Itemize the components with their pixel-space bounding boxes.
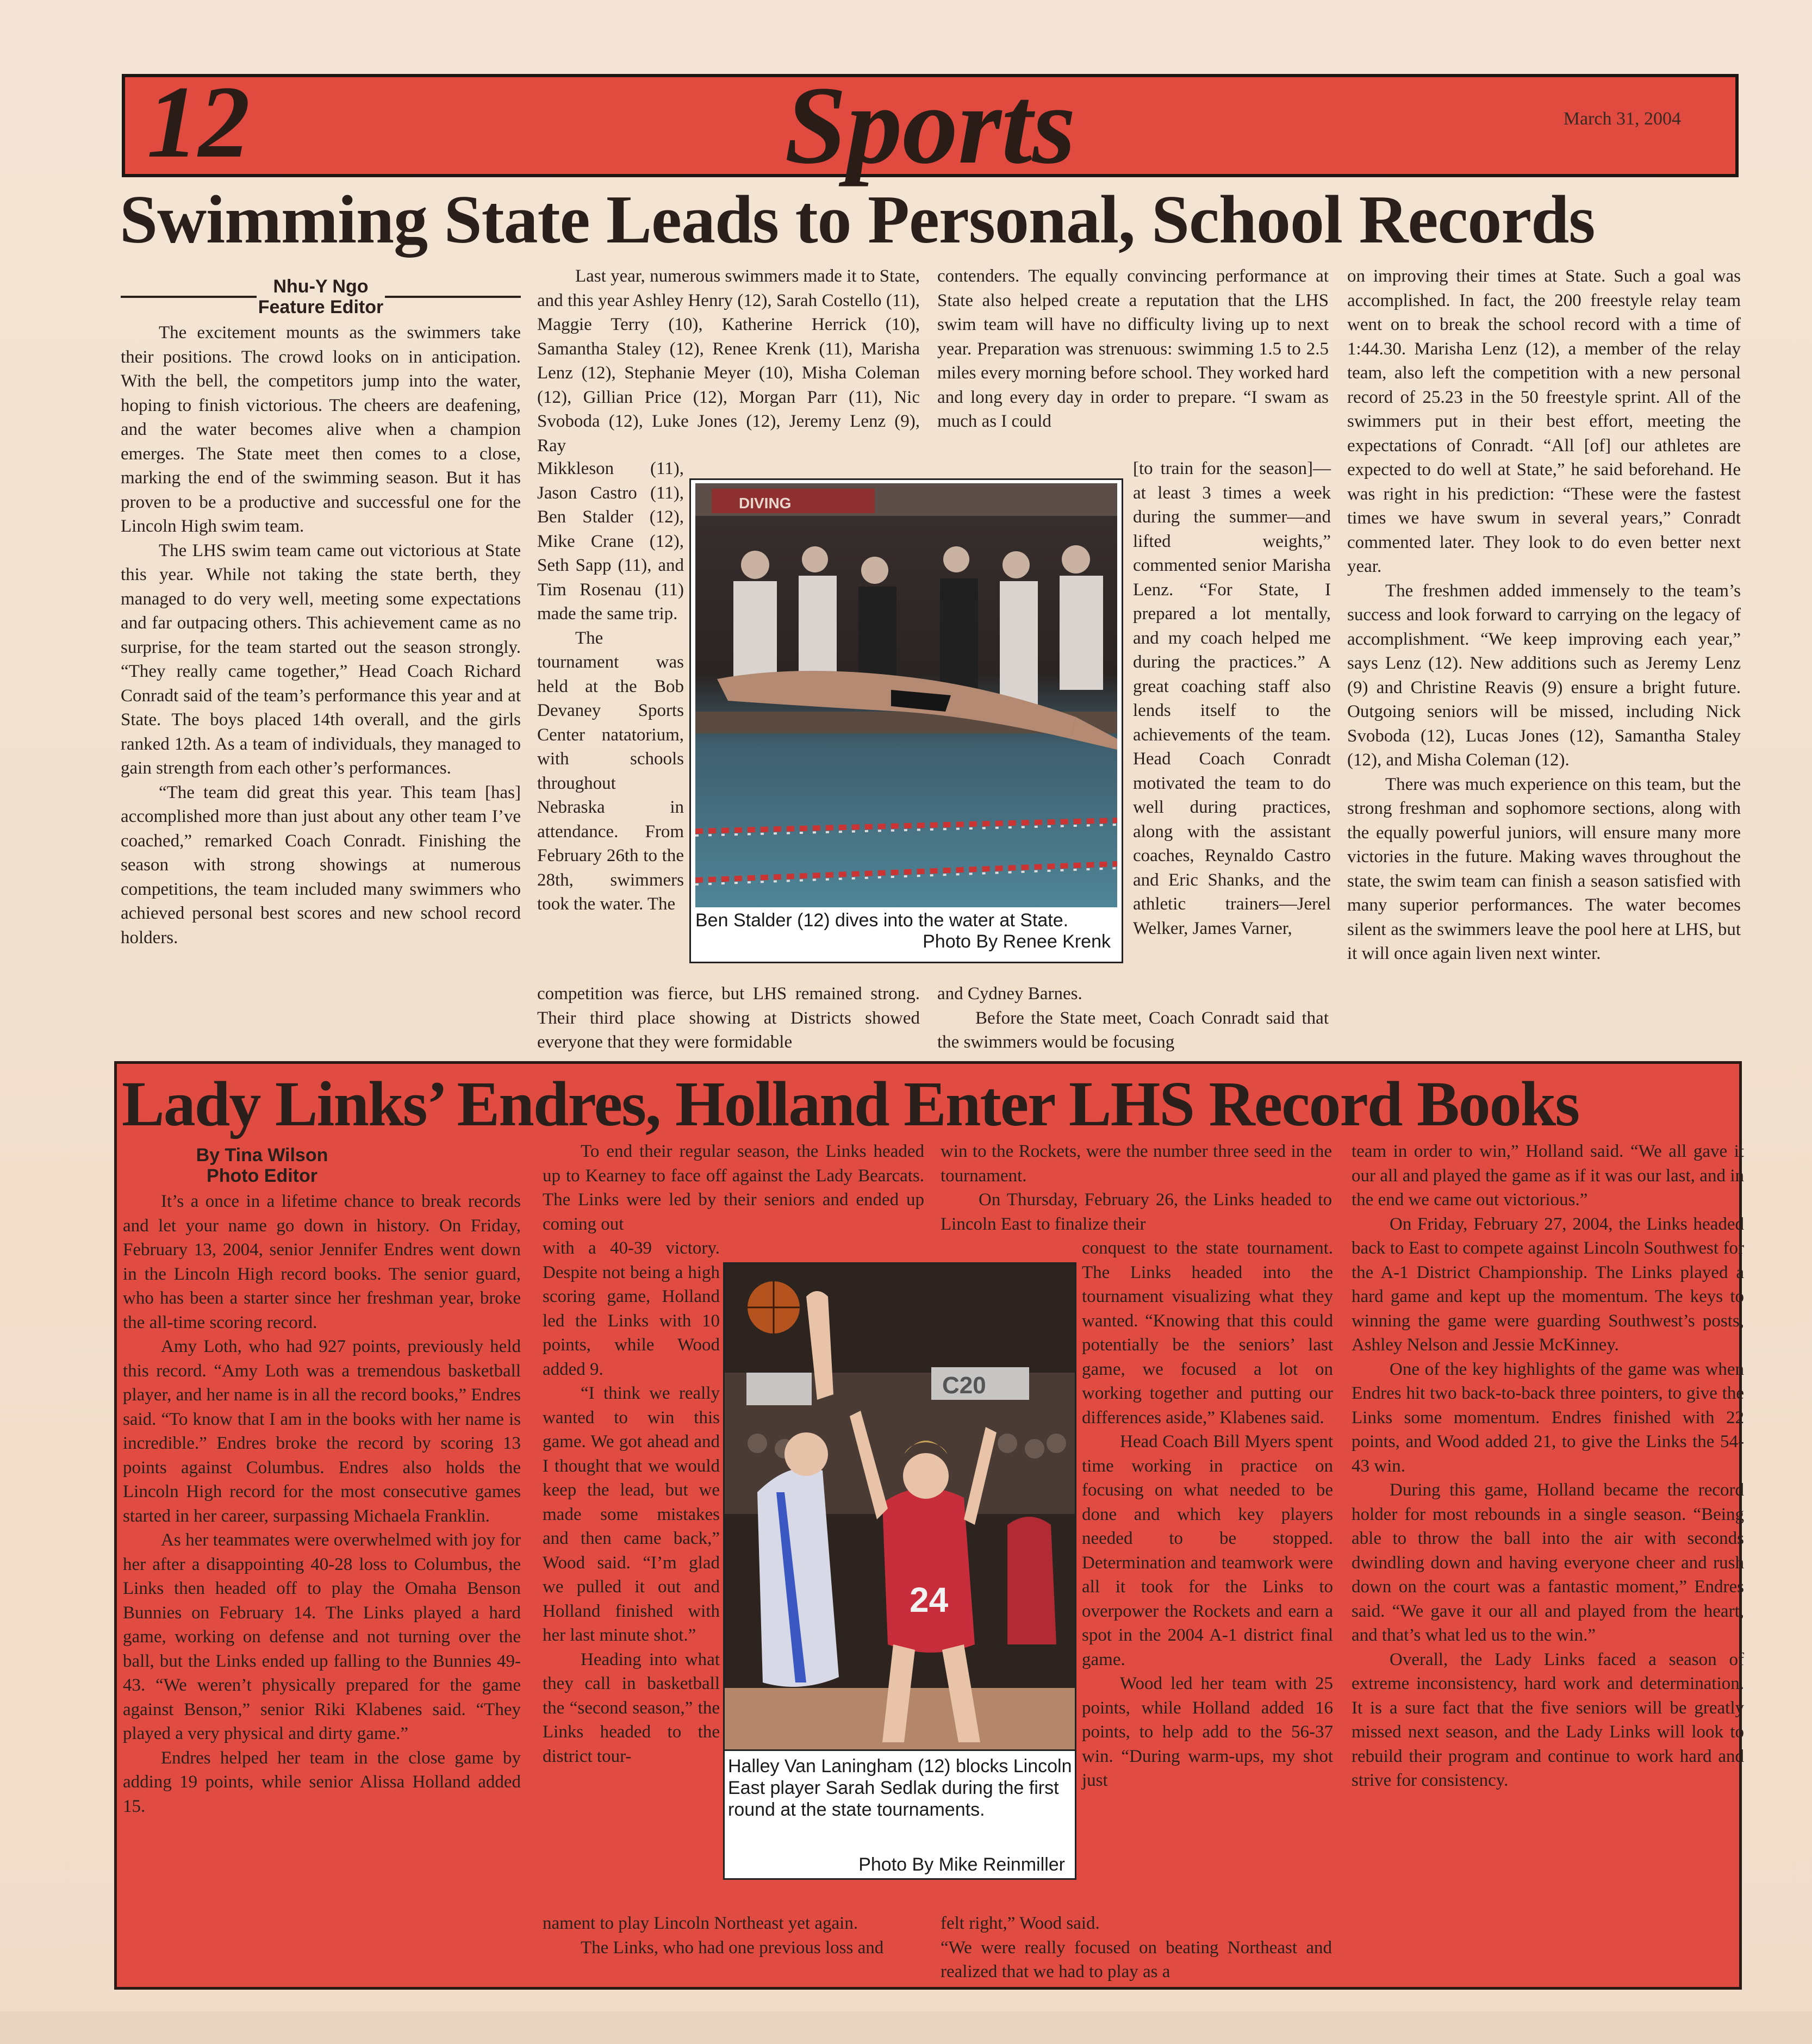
paragraph: Head Coach Bill Myers spent time working in practice on focusing on what needed to be done and which key players needed to be stopped. Determination and teamwork were all it took for the Links to overpower the Rockets and earn a spot in the 2004 A-1 district final game. — [1082, 1432, 1333, 1669]
paragraph: Endres helped her team in the close game by adding 19 points, while senior Alissa Holland added 15. — [123, 1748, 521, 1816]
paragraph: on improving their times at State. Such a goal was accomplished. In fact, the 200 freestyle relay team went on to break the school record with a time of 1:44.30. Marisha Lenz (12), a member of the relay team, also left the competition with a new personal record of 25.23 in the 50 freestyle sprint. All of the swimmers put in their best effort, meeting the expectations of Conradt. “All [of] our athletes are expected to do well at State,” he said beforehand. He was right in his prediction: “These were the fastest times we have swum in several years,” Conradt commented later. They look to do even better next year. — [1347, 266, 1741, 576]
paragraph: Amy Loth, who had 927 points, previously held this record. “Amy Loth was a tremendous basketball player, and her name is in all the record books,” Endres said. “To know that I am in the books with her name is incredible.” Endres broke the record by scoring 13 points against Columbus. Endres also holds the Lincoln High record for the most consecutive games started in her career, surpassing Michaela Franklin. — [123, 1337, 521, 1526]
issue-date: March 31, 2004 — [1563, 109, 1681, 129]
paragraph: The excitement mounts as the swimmers take their positions. The crowd looks on in anticipation. With the bell, the competitors jump into the water, hoping to finish victorious. The cheers are deafening, and the water becomes alive when a champion emerges. The State meet then comes to a close, marking the end of the swimming season. But it has proven to be a productive and successful one for the Lincoln High swim team. — [121, 323, 521, 536]
paragraph: conquest to the state tournament. The Links headed into the tournament visualizing what they wanted. “Knowing that this could potentially be the seniors’ last game, we focused a lot on working together and putting our differences aside,” Klabenes said. — [1082, 1238, 1333, 1428]
byline-name: Nhu-Y Ngo — [273, 276, 369, 297]
byline-title: Photo Editor — [207, 1166, 317, 1186]
paragraph: with a 40-39 victory. Despite not being a high scoring game, Holland led the Links with 10 points, while Wood added 9. — [543, 1238, 720, 1379]
paragraph: and Cydney Barnes. — [937, 984, 1082, 1004]
basketball-headline: Lady Links’ Endres, Holland Enter LHS Record Books — [122, 1068, 1579, 1139]
diving-sign: DIVING — [739, 495, 792, 512]
basketball-byline — [123, 1145, 521, 1186]
paragraph: “We were really focused on beating Northeast and realized that we had to play as a — [941, 1937, 1332, 1981]
paragraph: One of the key highlights of the game was when Endres hit two back-to-back three pointers, to give the Links some momentum. Endres finished with 22 points, and Wood added 21, to give the Links the 54-43 win. — [1352, 1359, 1744, 1476]
paragraph: [to train for the season]—at least 3 times a week during the summer—and lifted weights,” commented senior Marisha Lenz. “For State, I prepared a lot mentally, and my coach helped me during the practices.” A great coaching staff also lends itself to the achievements of the team. Head Coach Conradt motivated the team to do well during practices, along with the assistant coaches, Reynaldo Castro and Eric Shanks, and the athletic trainers—Jerel Welker, James Varner, — [1133, 459, 1331, 938]
byline-rule-right — [385, 296, 521, 298]
paragraph: It’s a once in a lifetime chance to break records and let your name go down in history. On Friday, February 13, 2004, senior Jennifer Endres went down in the Lincoln High record books. The senior guard, who has been a starter since her freshman year, broke the all-time scoring record. — [123, 1192, 521, 1332]
basketball-column-4 — [1352, 1139, 1744, 1793]
byline-title: Feature Editor — [258, 297, 384, 317]
paragraph: Overall, the Lady Links faced a season of extreme inconsistency, hard work and determination. It is a sure fact that the five seniors will be greatly missed next season, and the Lady Links will look to rebuild their program and continue to work hard and strive for consistency. — [1352, 1649, 1744, 1790]
paragraph: The LHS swim team came out victorious at State this year. While not taking the state berth, they managed to do very well, meeting some expectations and far outpacing others. This achievement came as no surprise, for the team started out the season strongly. “They really came together,” Head Coach Richard Conradt said of the team’s performance this year and at State. The boys placed 14th overall, and the girls ranked 12th. As a team of individuals, they managed to gain strength from each other’s performances. — [121, 540, 521, 778]
paragraph: Before the State meet, Coach Conradt said that the swimmers would be focusing — [937, 1008, 1329, 1052]
swim-photo-credit: Photo By Renee Krenk — [923, 931, 1111, 952]
basketball-photo-credit: Photo By Mike Reinmiller — [858, 1854, 1065, 1875]
swim-column-3-top — [937, 264, 1329, 434]
paragraph: Mikkleson (11), Jason Castro (11), Ben Stalder (12), Mike Crane (12), Seth Sapp (11), and Tim Rosenau (11) made the same trip. — [537, 459, 684, 624]
swim-byline — [121, 276, 521, 317]
paragraph: competition was fierce, but LHS remained strong. Their third place showing at Districts showed everyone that they were formidable — [537, 984, 920, 1052]
paragraph: The Links, who had one previous loss and — [581, 1937, 884, 1958]
basketball-column-3-narrow — [1082, 1236, 1333, 1793]
basketball-image — [725, 1264, 1075, 1750]
section-title: Sports — [784, 64, 1076, 187]
swim-photo-frame — [689, 478, 1123, 963]
paragraph: To end their regular season, the Links headed up to Kearney to face off against the Lady Bearcats. The Links were led by their seniors and ended up coming out — [543, 1142, 924, 1234]
swim-column-2-narrow — [537, 457, 684, 917]
byline-name: By Tina Wilson — [196, 1145, 328, 1166]
paragraph: team in order to win,” Holland said. “We all gave it our all and played the game as if it was our last, and in the end we came out victorious.” — [1352, 1142, 1744, 1210]
swim-column-2-bottom — [537, 982, 920, 1055]
paragraph: win to the Rockets, were the number three seed in the tournament. — [941, 1142, 1332, 1186]
basketball-column-2-narrow — [543, 1236, 720, 1768]
jersey-number: 24 — [910, 1580, 949, 1619]
basketball-column-2-bottom — [543, 1911, 924, 1960]
swim-photo-caption: Ben Stalder (12) dives into the water at State. — [695, 910, 1069, 931]
basketball-caption-box — [723, 1749, 1076, 1880]
paragraph: Wood led her team with 25 points, while Holland added 16 points, to help add to the 56-37 win. “During warm-ups, my shot just — [1082, 1674, 1333, 1790]
basketball-column-3-top — [941, 1139, 1332, 1236]
page-edge — [0, 2011, 1812, 2044]
paragraph: nament to play Lincoln Northeast yet again. — [543, 1914, 858, 1933]
paragraph: Last year, numerous swimmers made it to State, and this year Ashley Henry (12), Sarah Costello (11), Maggie Terry (10), Katherine Herrick (10), Samantha Staley (12), Renee Krenk (11), Marisha Lenz (12), Stephanie Meyer (10), Misha Coleman (12), Gillian Price (12), Morgan Parr (11), Nic Svoboda (12), Luke Jones (12), Jeremy Lenz (9), Ray — [537, 266, 920, 456]
paragraph: contenders. The equally convincing performance at State also helped create a reputation that the LHS swim team will have no difficulty living up to next year. Preparation was strenuous: swimming 1.5 to 2.5 miles every morning before school. They worked hard and long every day in order to prepare. “I swam as much as I could — [937, 266, 1329, 431]
basketball-column-1 — [123, 1145, 521, 1818]
swim-column-3-bottom — [937, 982, 1329, 1055]
paragraph: On Friday, February 27, 2004, the Links headed back to East to compete against Lincoln Southwest for the A-1 District Championship. The Links played a hard game and kept up the momentum. The keys to winning the game were guarding Southwest’s posts, Ashley Nelson and Jessie McKinney. — [1352, 1214, 1744, 1355]
paragraph: Heading into what they call in basketball the “second season,” the Links headed to the district tour- — [543, 1649, 720, 1766]
page-number: 12 — [147, 65, 250, 179]
paragraph: “The team did great this year. This team [has] accomplished more than just about any other team I’ve coached,” remarked Coach Conradt. Finishing the season with strong showings at numerous competitions, the team included many swimmers who achieved personal best scores and new school record holders. — [121, 782, 521, 948]
swim-column-4 — [1347, 264, 1741, 966]
swim-column-1 — [121, 276, 521, 950]
paragraph: The freshmen added immensely to the team’s success and look forward to carrying on the legacy of accomplishment. “We keep improving each year,” says Lenz (12). New additions such as Jeremy Lenz (9) and Christine Reavis (9) ensure a bright future. Outgoing seniors will be missed, including Nick Svoboda (12), Lucas Jones (12), Samantha Staley (12), and Misha Coleman (12). — [1347, 581, 1741, 770]
paragraph: felt right,” Wood said. — [941, 1914, 1100, 1933]
paragraph: As her teammates were overwhelmed with joy for her after a disappointing 40-28 loss to Columbus, the Links then headed off to play the Omaha Benson Bunnies on February 14. The Links played a hard game, working on defense and not turning over the ball, but the Links ended up falling to the Bunnies 49-43. “We weren’t physically prepared for the game against Benson,” senior Riki Klabenes said. “They played a very physical and dirty game.” — [123, 1530, 521, 1743]
byline-rule-left — [121, 296, 257, 298]
paragraph: During this game, Holland became the record holder for most rebounds in a single season. “Being able to throw the ball into the air with seconds dwindling down and having everyone cheer and rush down on the court was a fantastic moment,” Endres said. “We gave it our all and played from the heart, and that’s what led us to the win.” — [1352, 1480, 1744, 1645]
swim-column-2-top — [537, 264, 920, 458]
basketball-column-3-bottom — [941, 1911, 1332, 1984]
basketball-photo-caption: Halley Van Laningham (12) blocks Lincoln East player Sarah Sedlak during the first round at the state tournaments. — [728, 1756, 1072, 1820]
swim-column-3-narrow — [1133, 457, 1331, 940]
basketball-column-2-top — [543, 1139, 924, 1236]
swim-headline: Swimming State Leads to Personal, School Records — [120, 182, 1595, 258]
diver-image — [695, 483, 1117, 907]
scoreboard-text: C20 — [942, 1372, 986, 1399]
paragraph: “I think we really wanted to win this game. We got ahead and I thought that we would keep the lead, but we made some mistakes and then came back,” Wood said. “I’m glad we pulled it out and Holland finished with her last minute shot.” — [543, 1384, 720, 1645]
basketball-photo — [723, 1262, 1076, 1752]
paragraph: There was much experience on this team, but the strong freshman and sophomore sections, along with the equally powerful juniors, will ensure many more victories in the future. Making waves throughout the state, the swim team can finish a season satisfied with many superior performances. The water becomes silent as the swimmers leave the pool here at LHS, but it will once again liven next winter. — [1347, 774, 1741, 963]
paragraph: The tournament was held at the Bob Devaney Sports Center natatorium, with schools throughout Nebraska in attendance. From February 26th to the 28th, swimmers took the water. The — [537, 628, 684, 914]
masthead-bar — [122, 64, 1739, 187]
paragraph: On Thursday, February 26, the Links headed to Lincoln East to finalize their — [941, 1190, 1332, 1234]
swim-photo — [695, 483, 1117, 907]
